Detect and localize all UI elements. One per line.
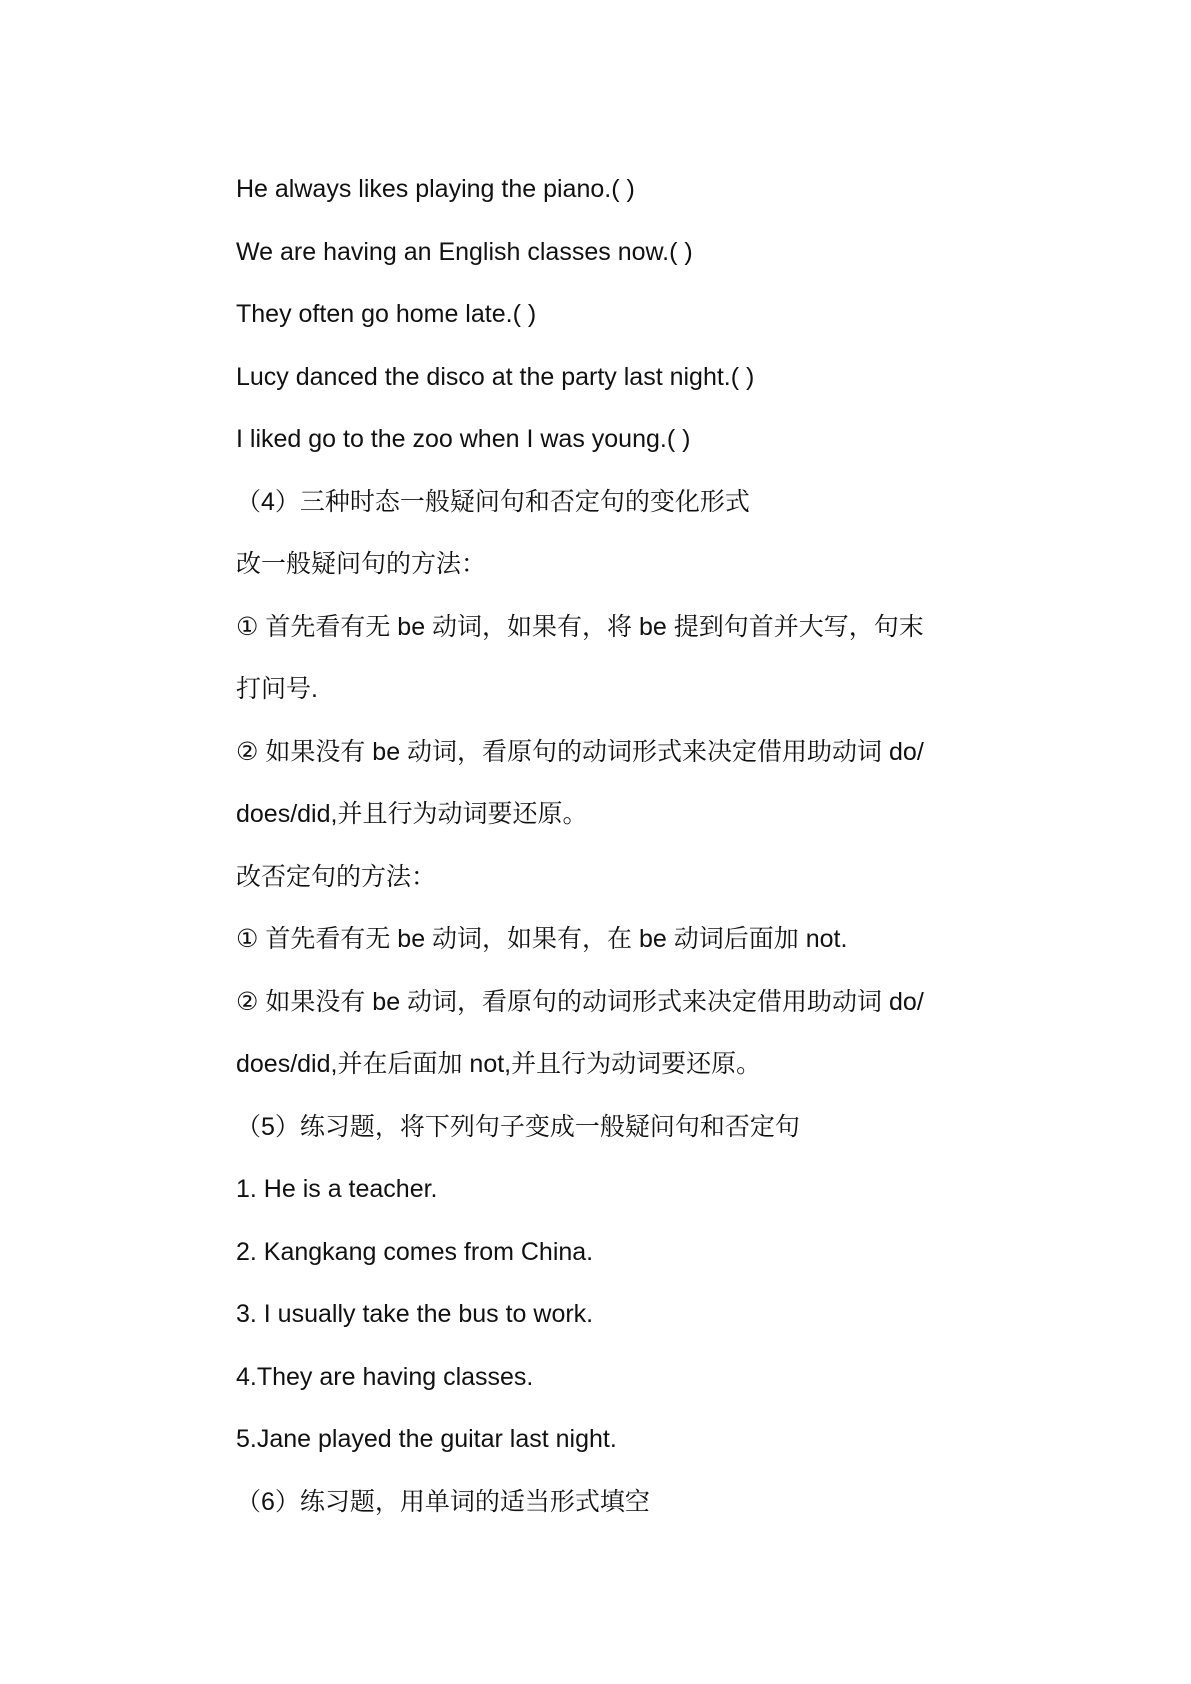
exercise-sentence-1: He always likes playing the piano.( ): [236, 175, 635, 203]
negative-rule-2: ② 如果没有 be 动词，看原句的动词形式来决定借用助动词 do/: [236, 988, 924, 1016]
question-rule-1: ① 首先看有无 be 动词，如果有，将 be 提到句首并大写，句末: [236, 613, 924, 641]
practice-sentence-3: 3. I usually take the bus to work.: [236, 1300, 594, 1328]
negative-rule-1: ① 首先看有无 be 动词，如果有，在 be 动词后面加 not.: [236, 925, 848, 953]
section-heading-6: （6）练习题，用单词的适当形式填空: [236, 1488, 650, 1516]
negative-method-heading: 改否定句的方法：: [236, 863, 437, 891]
exercise-sentence-5: I liked go to the zoo when I was young.( ): [236, 425, 691, 453]
exercise-sentence-4: Lucy danced the disco at the party last night.( ): [236, 363, 755, 391]
question-rule-2-continued: does/did,并且行为动词要还原。: [236, 800, 588, 828]
question-rule-2: ② 如果没有 be 动词，看原句的动词形式来决定借用助动词 do/: [236, 738, 924, 766]
practice-sentence-5: 5.Jane played the guitar last night.: [236, 1425, 617, 1453]
section-heading-4: （4）三种时态一般疑问句和否定句的变化形式: [236, 488, 750, 516]
practice-sentence-2: 2. Kangkang comes from China.: [236, 1238, 594, 1266]
section-heading-5: （5）练习题，将下列句子变成一般疑问句和否定句: [236, 1113, 800, 1141]
practice-sentence-1: 1. He is a teacher.: [236, 1175, 438, 1203]
question-method-heading: 改一般疑问句的方法：: [236, 550, 487, 578]
exercise-sentence-3: They often go home late.( ): [236, 300, 537, 328]
practice-sentence-4: 4.They are having classes.: [236, 1363, 534, 1391]
negative-rule-2-continued: does/did,并在后面加 not,并且行为动词要还原。: [236, 1050, 762, 1078]
exercise-sentence-2: We are having an English classes now.( ): [236, 238, 693, 266]
question-rule-1-continued: 打问号.: [236, 675, 318, 703]
